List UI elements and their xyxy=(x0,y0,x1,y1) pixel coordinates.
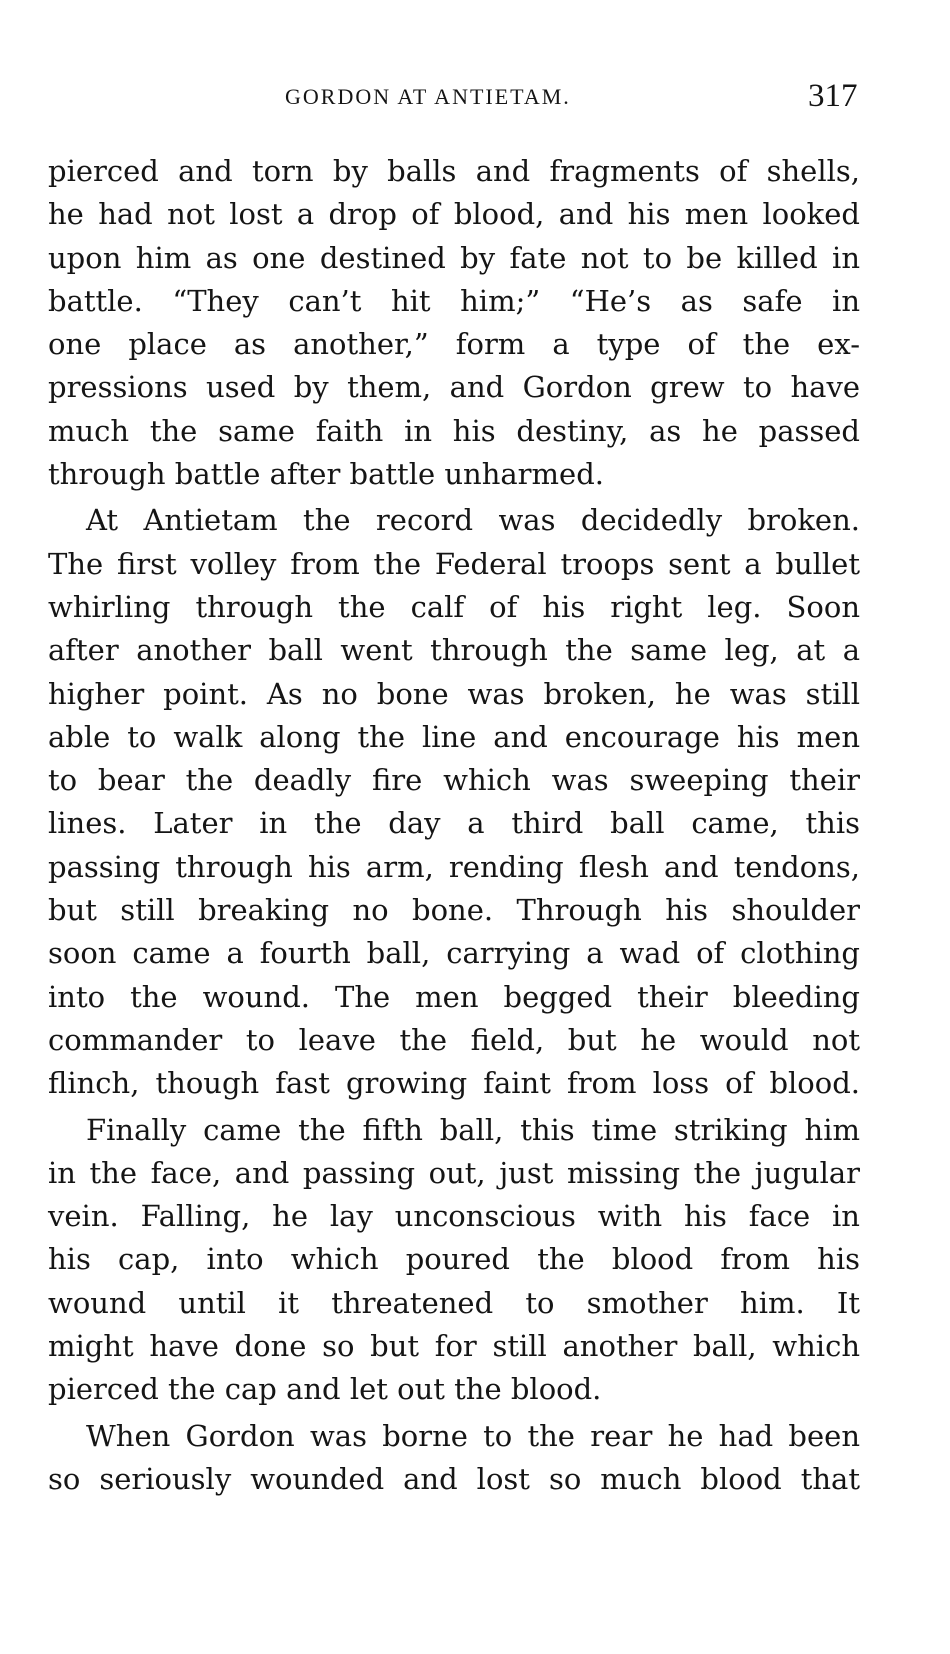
text-line: flinch, though fast growing faint from loss of blood. xyxy=(48,1066,860,1101)
text-line: able to walk along the line and encourage his men xyxy=(48,719,860,754)
text-line: after another ball went through the same leg, at a xyxy=(48,633,860,668)
text-line: he had not lost a drop of blood, and his men looked xyxy=(48,197,860,232)
text-line: The first volley from the Federal troops sent a bullet xyxy=(48,546,860,581)
text-line: whirling through the calf of his right leg. Soon xyxy=(48,589,860,624)
text-line: wound until it threatened to smother him. It xyxy=(48,1285,860,1320)
text-line: pressions used by them, and Gordon grew to have xyxy=(48,370,860,405)
text-line: pierced the cap and let out the blood. xyxy=(48,1372,602,1407)
text-line: battle. “They can’t hit him;” “He’s as safe in xyxy=(48,283,860,318)
text-line: one place as another,” form a type of the ex- xyxy=(48,327,860,362)
text-line: higher point. As no bone was broken, he was still xyxy=(48,676,860,711)
text-line: into the wound. The men begged their bleeding xyxy=(48,979,860,1014)
text-line: in the face, and passing out, just missing the jugular xyxy=(48,1155,860,1190)
text-line: through battle after battle unharmed. xyxy=(48,457,604,492)
paragraph-1 xyxy=(48,150,860,496)
running-head xyxy=(0,80,950,120)
text-line: much the same faith in his destiny, as he passed xyxy=(48,413,860,448)
text-line: At Antietam the record was decidedly broken. xyxy=(86,503,860,538)
text-line: commander to leave the field, but he would not xyxy=(48,1022,860,1057)
text-line: upon him as one destined by fate not to be killed in xyxy=(48,240,860,275)
body-text xyxy=(48,150,860,1504)
paragraph-4 xyxy=(48,1415,860,1502)
text-line: but still breaking no bone. Through his shoulder xyxy=(48,893,860,928)
text-line: his cap, into which poured the blood from his xyxy=(48,1242,860,1277)
running-title: GORDON AT ANTIETAM. xyxy=(285,84,571,109)
paragraph-2 xyxy=(48,499,860,1105)
text-line: When Gordon was borne to the rear he had been xyxy=(86,1418,860,1453)
text-line: vein. Falling, he lay unconscious with his face in xyxy=(48,1199,860,1234)
text-line: lines. Later in the day a third ball came, this xyxy=(48,806,860,841)
text-line: soon came a fourth ball, carrying a wad of clothing xyxy=(48,936,860,971)
text-line: passing through his arm, rending flesh and tendons, xyxy=(48,849,860,884)
paragraph-3 xyxy=(48,1109,860,1412)
text-line: pierced and torn by balls and fragments of shells, xyxy=(48,154,860,188)
text-line: might have done so but for still another ball, which xyxy=(48,1329,860,1364)
text-line: so seriously wounded and lost so much blood that xyxy=(48,1461,860,1496)
page-number: 317 xyxy=(808,78,858,114)
text-line: Finally came the fifth ball, this time striking him xyxy=(86,1112,860,1147)
text-line: to bear the deadly fire which was sweeping their xyxy=(48,763,860,798)
